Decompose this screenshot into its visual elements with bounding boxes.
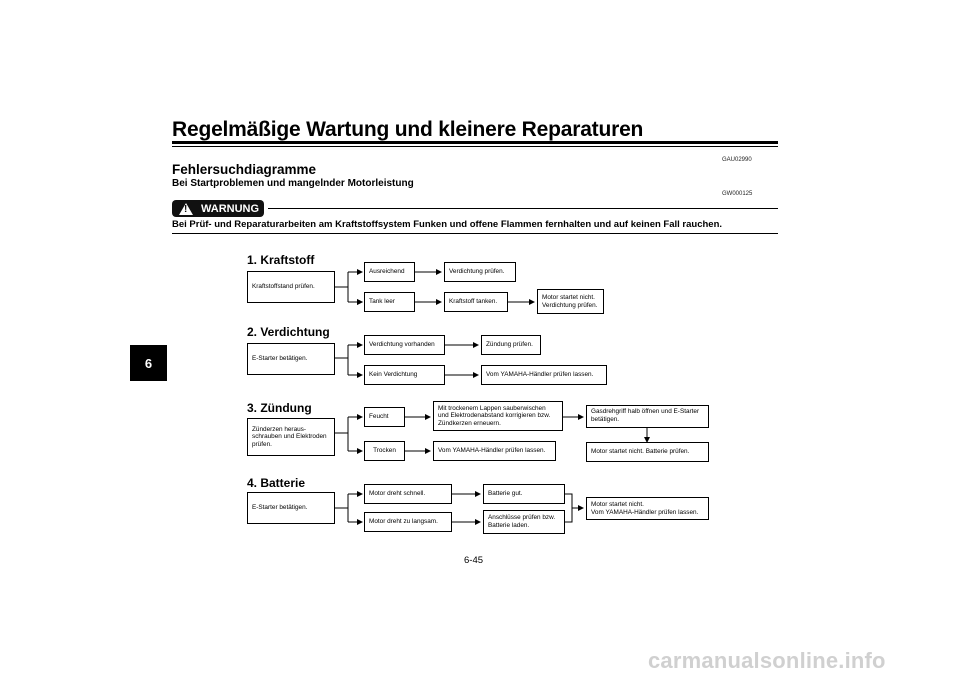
box-batterie-laden: Anschlüsse prüfen bzw. Batterie laden. — [483, 510, 565, 534]
box-batterie-haendler: Motor startet nicht. Vom YAMAHA-Händler prüfen lassen. — [586, 497, 709, 520]
flow-title-zuendung: 3. Zündung — [247, 401, 312, 415]
box-verdichtung-start: E-Starter betätigen. — [247, 343, 335, 375]
box-zuendung-trocken: Trocken — [364, 441, 405, 461]
box-zuendung-sauberwischen: Mit trockenem Lappen sauberwischen und Elektrodenabstand korrigieren bzw. Zündkerzen erneuern. — [433, 401, 563, 431]
watermark-text: carmanualsonline.info — [648, 648, 886, 673]
warning-text: Bei Prüf- und Reparaturarbeiten am Kraftstoffsystem Funken und offene Flammen fernhalten und auf keinen Fall rauchen. — [172, 219, 723, 230]
box-verdichtung-haendler: Vom YAMAHA-Händler prüfen lassen. — [481, 365, 607, 385]
box-batterie-motor-schnell: Motor dreht schnell. — [364, 484, 452, 504]
box-kein-verdichtung: Kein Verdichtung — [364, 365, 445, 385]
box-zuendung-pruefen: Zündung prüfen. — [481, 335, 541, 355]
section-title: Fehlersuchdiagramme — [172, 162, 317, 177]
box-kraftstoff-start: Kraftstoffstand prüfen. — [247, 271, 335, 303]
box-batterie-start: E-Starter betätigen. — [247, 492, 335, 524]
box-zuendung-batterie-pruefen: Motor startet nicht. Batterie prüfen. — [586, 442, 709, 462]
box-kraftstoff-verdichtung-pruefen: Verdichtung prüfen. — [444, 262, 516, 282]
reference-code-gw: GW000125 — [722, 191, 753, 197]
flow-title-verdichtung: 2. Verdichtung — [247, 325, 330, 339]
box-kraftstoff-motor-startet-nicht: Motor startet nicht. Verdichtung prüfen. — [537, 289, 604, 314]
box-zuendung-gasdrehgriff: Gasdrehgriff halb öffnen und E-Starter betätigen. — [586, 405, 709, 428]
warning-label: WARNUNG — [201, 202, 260, 215]
box-kraftstoff-tank-leer: Tank leer — [364, 292, 415, 312]
box-verdichtung-vorhanden: Verdichtung vorhanden — [364, 335, 445, 355]
box-zuendung-haendler: Vom YAMAHA-Händler prüfen lassen. — [433, 441, 556, 461]
warning-triangle-icon: ! — [179, 203, 193, 215]
reference-code-gau: GAU02990 — [722, 157, 752, 163]
section-subtitle: Bei Startproblemen und mangelnder Motorleistung — [172, 178, 414, 189]
box-kraftstoff-ausreichend: Ausreichend — [364, 262, 415, 282]
box-batterie-gut: Batterie gut. — [483, 484, 565, 504]
flow-title-kraftstoff: 1. Kraftstoff — [247, 253, 315, 267]
box-batterie-motor-langsam: Motor dreht zu langsam. — [364, 512, 452, 532]
chapter-tab: 6 — [130, 345, 167, 381]
page-header-title: Regelmäßige Wartung und kleinere Reparaturen — [172, 118, 644, 141]
box-zuendung-start: Zünderzen heraus- schrauben und Elektroden prüfen. — [247, 418, 335, 456]
box-zuendung-feucht: Feucht — [364, 407, 405, 427]
box-kraftstoff-tanken: Kraftstoff tanken. — [444, 292, 508, 312]
flow-title-batterie: 4. Batterie — [247, 476, 306, 490]
page-number: 6-45 — [464, 555, 484, 566]
